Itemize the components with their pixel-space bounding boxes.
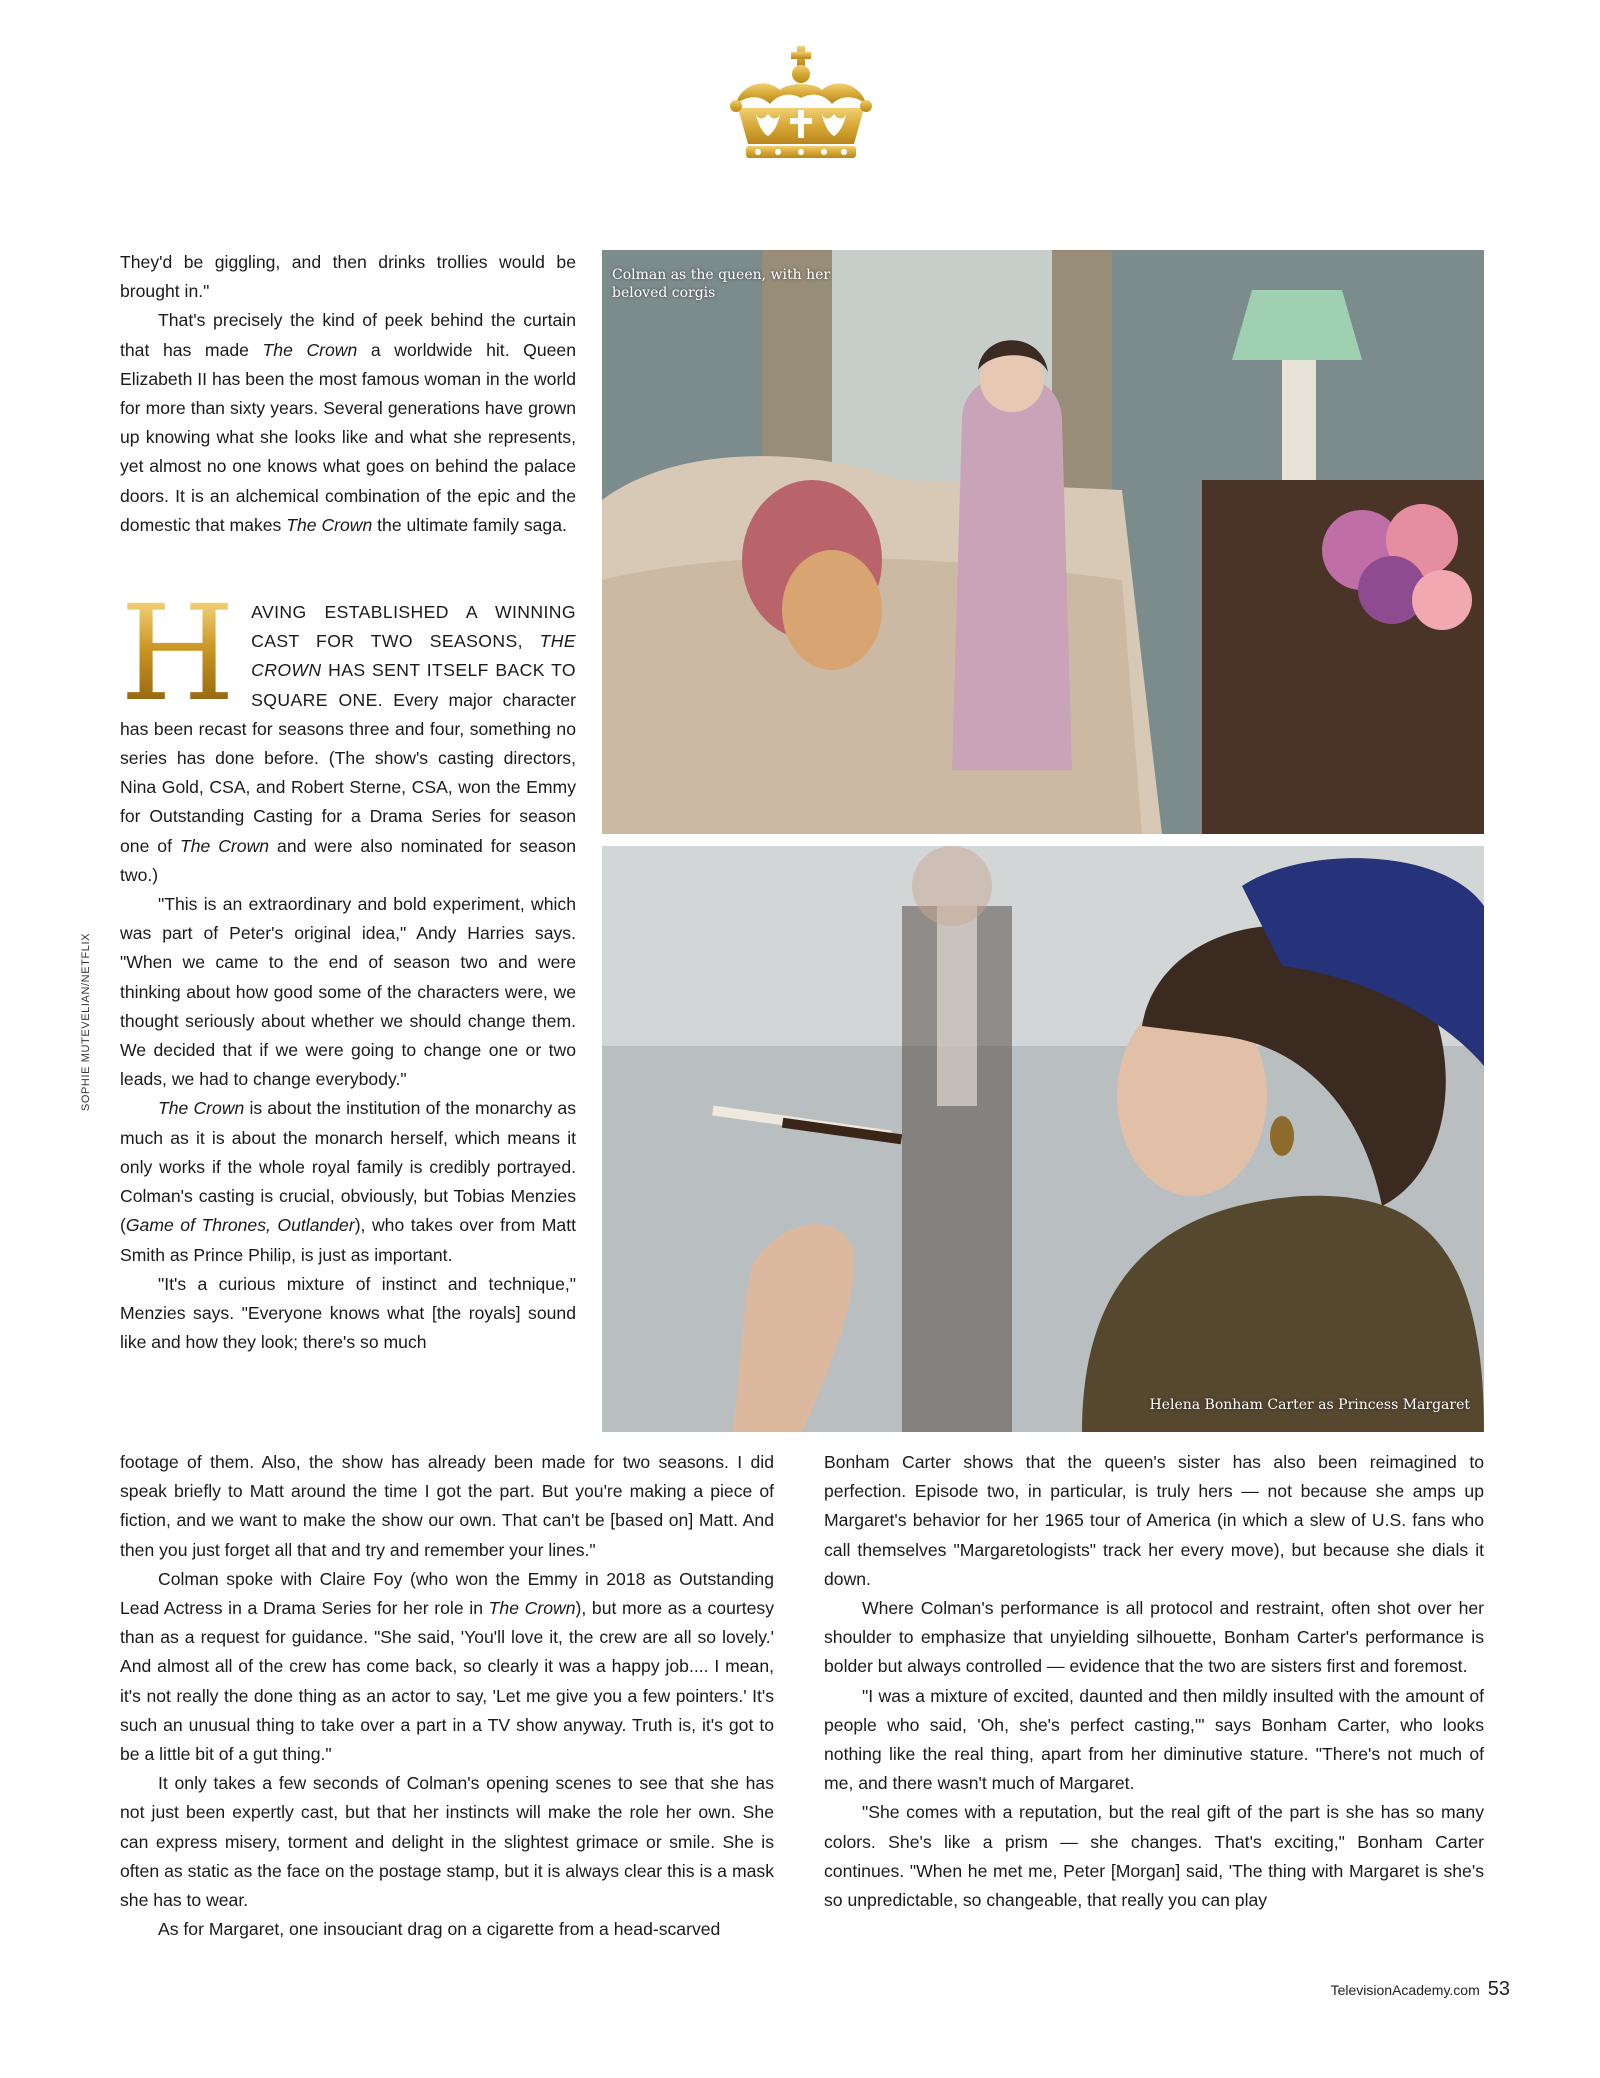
photo-colman-corgis	[602, 250, 1484, 834]
crown-icon	[728, 46, 874, 168]
italic-title: The Crown	[488, 1598, 576, 1619]
paragraph: As for Margaret, one insouciant drag on a cigarette from a head-scarved	[158, 1919, 721, 1940]
crown-emblem	[728, 46, 874, 168]
paragraph	[120, 1565, 774, 1769]
paragraph: It only takes a few seconds of Colman's opening scenes to see that she has not just been expertly cast, but that her instincts will make the role her own. She can express misery, torment and delight in the slightest grimace or smile. She is often as static as the face on the postage stamp, but it is always clear this is a mask she has to wear.	[120, 1773, 774, 1911]
left-column	[120, 248, 576, 1357]
italic-title: The Crown	[286, 514, 373, 535]
paragraph: Bonham Carter shows that the queen's sister has also been reimagined to perfection. Episode two, in particular, is truly hers — not because she amps up Margaret's behavior for her 1965 tour of America (in which a slew of U.S. fans who call themselves "Margaretologists" track her every move), but because she dials it down.	[824, 1452, 1484, 1589]
italic-title: The Crown	[158, 1098, 245, 1119]
text-run: is about the institution of the monarchy as much as it is about the monarch herself, which means it only works if the whole royal family is credibly portrayed. Colman's casting is crucial, obviously, but Tobias Menzies (	[120, 1098, 576, 1236]
paragraph: footage of them. Also, the show has already been made for two seasons. I did speak briefly to Matt around the time I got the part. But you're making a piece of fiction, and we want to make the show our own. That can't be [based on] Matt. And then you just forget all that and try and remember your lines."	[120, 1452, 774, 1560]
paragraph: "I was a mixture of excited, daunted and then mildly insulted with the amount of people who said, 'Oh, she's perfect casting,'" says Bonham Carter, who looks nothing like the real thing, apart from her diminutive stature. "There's not much of me, and there wasn't much of Margaret.	[824, 1685, 1484, 1794]
photo-credit: SOPHIE MUTEVELIAN/NETFLIX	[80, 932, 92, 1112]
page-number: 53	[1487, 1978, 1510, 2000]
paragraph	[120, 306, 576, 540]
paragraph: "She comes with a reputation, but the real gift of the part is she has so many colors. She's like a prism — she changes. That's exciting," Bonham Carter continues. "When he met me, Peter [Morgan] said, 'The thing with Margaret is she's so unpredictable, so changeable, that really you can play	[824, 1802, 1484, 1911]
photo-illustration	[602, 250, 1484, 834]
italic-title: Game of Thrones, Outlander	[125, 1215, 355, 1236]
lead-in: AVING ESTABLISHED A WINNING CAST FOR TWO SEASONS,	[251, 602, 576, 652]
text-run: the ultimate family saga.	[372, 514, 567, 535]
text-run: ), who takes over from Matt Smith as Prince Philip, is just as important.	[120, 1215, 576, 1265]
caption-bottom: Helena Bonham Carter as Princess Margaret	[1149, 1397, 1470, 1413]
bottom-right-column	[824, 1448, 1484, 1915]
text-run: That's precisely the kind of peek behind the curtain that has made	[120, 310, 576, 360]
photo-bonham-carter	[602, 846, 1484, 1432]
italic-title: The Crown	[179, 835, 270, 856]
caption-top: Colman as the queen, with her beloved corgis	[612, 267, 831, 301]
text-run: ), but more as a courtesy than as a request for guidance. "She said, 'You'll love it, the crew are all so lovely.' And almost all of the crew has come back, so clearly it was a happy job.... I mean, it's not really the done thing as an actor to say, 'Let me give you a few pointers.' It's such an unusual thing to take over a part in a TV show anyway. Truth is, it's got to be a little bit of a gut thing."	[120, 1598, 774, 1765]
text-run: Colman spoke with Claire Foy (who won the Emmy in 2018 as Outstanding Lead Actress in a Drama Series for her role in	[120, 1568, 774, 1619]
text-run: a worldwide hit. Queen Elizabeth II has been the most famous woman in the world for more than sixty years. Several generations have grown up knowing what she looks like and what she represents, yet almost no one knows what goes on behind the palace doors. It is an alchemical combination of the epic and the domestic that makes	[120, 339, 577, 535]
paragraph: "It's a curious mixture of instinct and technique," Menzies says. "Everyone knows what [the royals] sound like and how they look; there's so much	[120, 1273, 576, 1353]
bottom-left-column	[120, 1448, 774, 1944]
paragraph: They'd be giggling, and then drinks trollies would be brought in."	[120, 252, 576, 302]
text-run: Every major character has been recast for seasons three and four, something no series has done before. (The show's casting directors, Nina Gold, CSA, and Robert Sterne, CSA, won the Emmy for Outstanding Casting for a Drama Series for season one of	[120, 689, 577, 856]
lead-in-italic: THE CROWN	[251, 631, 576, 681]
italic-title: The Crown	[262, 339, 358, 360]
folio-site: TelevisionAcademy.com	[1330, 1982, 1480, 1998]
paragraph	[120, 1094, 576, 1269]
paragraph: "This is an extraordinary and bold experiment, which was part of Peter's original idea," Andy Harries says. "When we came to the end of season two and were thinking about how good some of the characters were, we thought seriously about whether we should change them. We decided that if we were going to change one or two leads, we had to change everybody."	[120, 894, 576, 1090]
page-folio	[1331, 1978, 1510, 2001]
lead-in: HAS SENT ITSELF BACK TO SQUARE ONE.	[251, 660, 576, 710]
paragraph: Where Colman's performance is all protocol and restraint, often shot over her shoulder to emphasize that unyielding silhouette, Bonham Carter's performance is bolder but always controlled — evidence that the two are sisters first and foremost.	[824, 1598, 1484, 1677]
text-run: and were also nominated for season two.)	[120, 835, 577, 885]
photo-illustration	[602, 846, 1484, 1432]
drop-cap: H	[120, 577, 236, 732]
paragraph-dropcap	[120, 577, 577, 890]
